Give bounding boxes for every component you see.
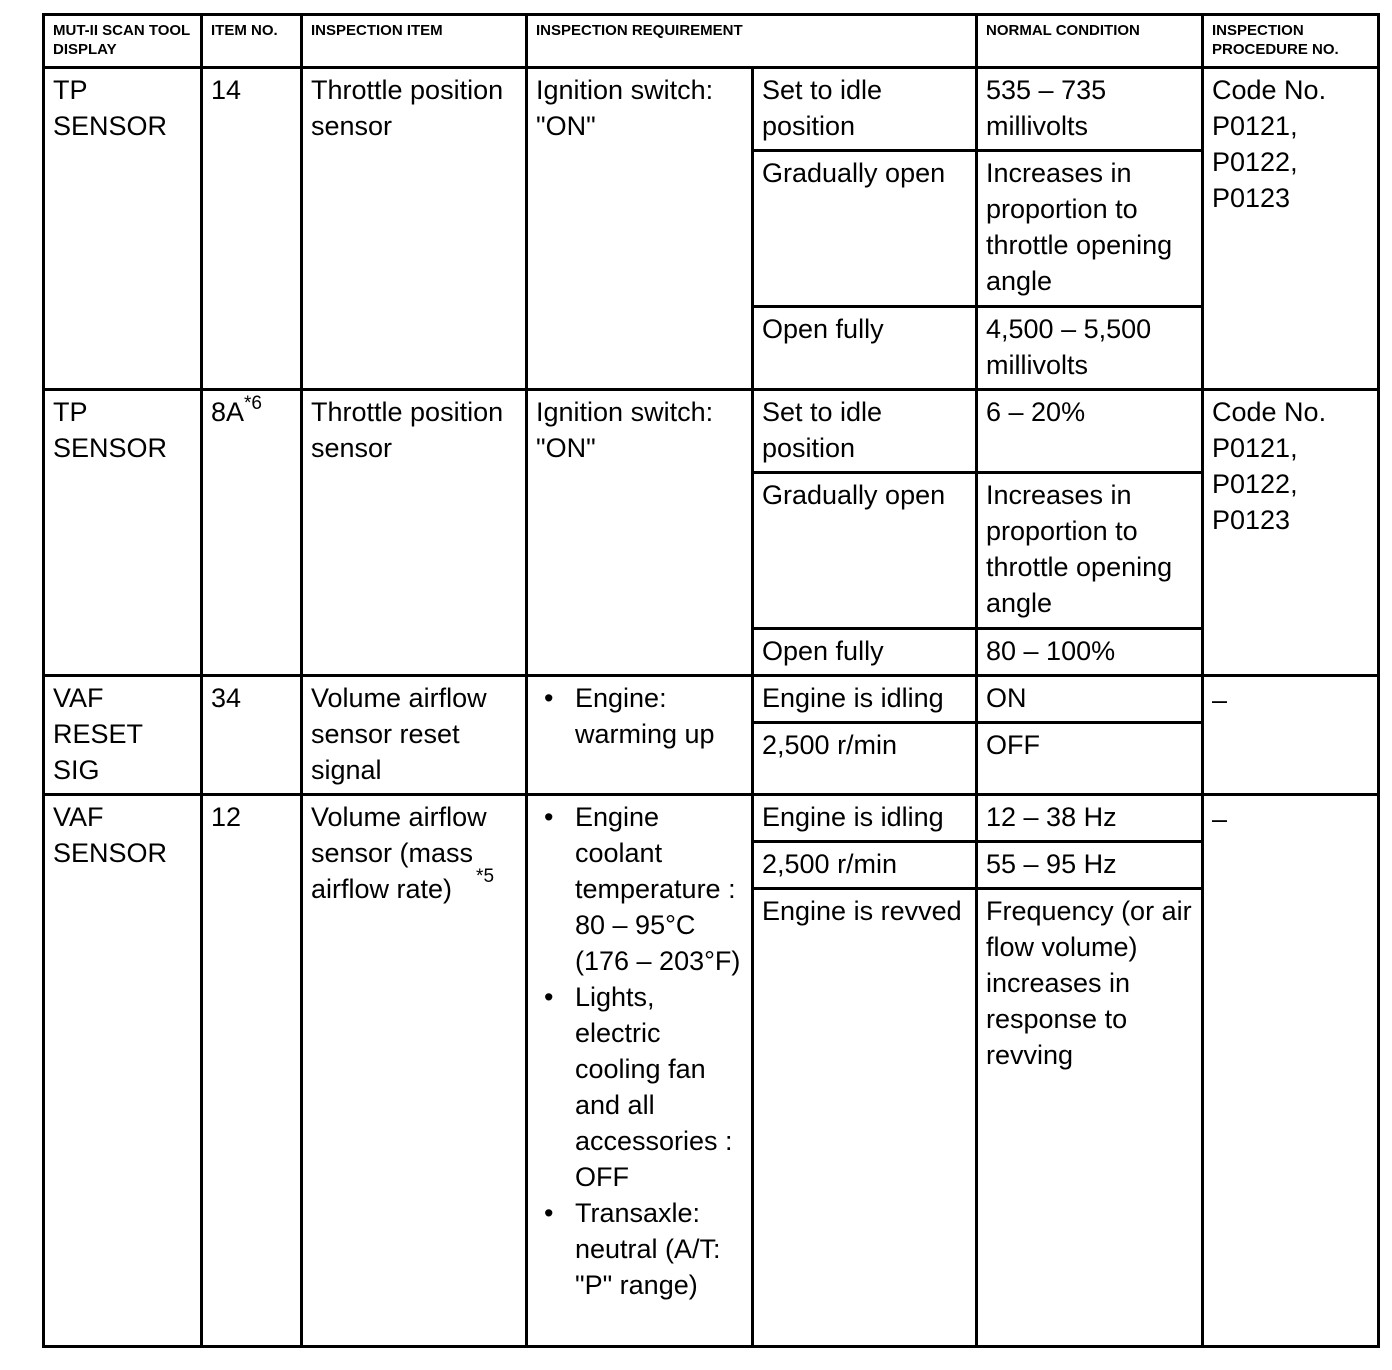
header-normal-condition: NORMAL CONDITION: [977, 15, 1203, 68]
cell-procedure-no: [1203, 795, 1379, 1347]
procedure-dash: –: [1212, 804, 1228, 834]
requirement-bullet: • Lights, electric cooling fan and all accessories : OFF: [536, 979, 744, 1195]
cell-normal-condition: Increases in proportion to throttle opening angle: [977, 473, 1203, 629]
cell-requirement: Ignition switch: "ON": [527, 68, 753, 390]
inspection-item-footnote: *5: [476, 866, 495, 887]
cell-sub-condition: Open fully: [753, 629, 977, 676]
cell-inspection-item: Throttle position sensor: [302, 390, 527, 676]
cell-sub-condition: Engine is idling: [753, 795, 977, 842]
cell-sub-condition: Set to idle position: [753, 68, 977, 151]
cell-sub-condition: Open fully: [753, 307, 977, 390]
table-row: [44, 68, 1379, 151]
cell-display: VAF SENSOR: [44, 795, 202, 1347]
requirement-bullet: • Transaxle: neutral (A/T: "P" range): [536, 1195, 744, 1303]
cell-sub-condition: 2,500 r/min: [753, 842, 977, 889]
table-row: [44, 676, 1379, 723]
cell-sub-condition: 2,500 r/min: [753, 723, 977, 795]
item-no-footnote: *6: [244, 393, 262, 414]
header-inspection-requirement: INSPECTION REQUIREMENT: [527, 15, 977, 68]
cell-sub-condition: Engine is revved: [753, 889, 977, 1347]
cell-procedure-no: Code No. P0121, P0122, P0123: [1203, 390, 1379, 676]
cell-item-no: [202, 390, 302, 676]
cell-normal-condition: OFF: [977, 723, 1203, 795]
item-no-value: 8A: [211, 397, 245, 427]
cell-display: TP SENSOR: [44, 390, 202, 676]
cell-display: VAF RESET SIG: [44, 676, 202, 795]
header-inspection-item: INSPECTION ITEM: [302, 15, 527, 68]
cell-inspection-item: Throttle position sensor: [302, 68, 527, 390]
cell-normal-condition: Frequency (or air flow volume) increases in response to revving: [977, 889, 1203, 1347]
requirement-bullet: • Engine coolant temperature : 80 – 95°C (176 – 203°F): [536, 799, 744, 979]
cell-item-no: 34: [202, 676, 302, 795]
cell-inspection-item: Volume airflow sensor reset signal: [302, 676, 527, 795]
cell-normal-condition: Increases in proportion to throttle opening angle: [977, 151, 1203, 307]
inspection-table: [42, 13, 1380, 1348]
cell-procedure-no: Code No. P0121, P0122, P0123: [1203, 68, 1379, 390]
cell-requirement: [527, 676, 753, 795]
cell-requirement: Ignition switch: "ON": [527, 390, 753, 676]
header-row: [44, 15, 1379, 68]
requirement-bullet: • Engine: warming up: [536, 680, 744, 752]
inspection-item-text: Volume airflow sensor (mass airflow rate): [311, 802, 487, 904]
table-row: [44, 795, 1379, 842]
cell-procedure-no: [1203, 676, 1379, 795]
cell-sub-condition: Set to idle position: [753, 390, 977, 473]
cell-normal-condition: 55 – 95 Hz: [977, 842, 1203, 889]
table-row: [44, 390, 1379, 473]
cell-sub-condition: Gradually open: [753, 473, 977, 629]
cell-normal-condition: 4,500 – 5,500 millivolts: [977, 307, 1203, 390]
cell-item-no: 12: [202, 795, 302, 1347]
header-procedure-no: INSPECTION PROCEDURE NO.: [1203, 15, 1379, 68]
header-display: MUT-II SCAN TOOL DISPLAY: [44, 15, 202, 68]
cell-sub-condition: Engine is idling: [753, 676, 977, 723]
cell-display: TP SENSOR: [44, 68, 202, 390]
cell-sub-condition: Gradually open: [753, 151, 977, 307]
cell-normal-condition: 6 – 20%: [977, 390, 1203, 473]
cell-normal-condition: 535 – 735 millivolts: [977, 68, 1203, 151]
cell-requirement: [527, 795, 753, 1347]
cell-inspection-item: [302, 795, 527, 1347]
cell-item-no: 14: [202, 68, 302, 390]
requirement-bullet-list: [536, 680, 744, 752]
cell-normal-condition: 80 – 100%: [977, 629, 1203, 676]
header-item-no: ITEM NO.: [202, 15, 302, 68]
cell-normal-condition: 12 – 38 Hz: [977, 795, 1203, 842]
cell-normal-condition: ON: [977, 676, 1203, 723]
procedure-dash: –: [1212, 685, 1228, 715]
requirement-bullet-list: [536, 799, 744, 1303]
